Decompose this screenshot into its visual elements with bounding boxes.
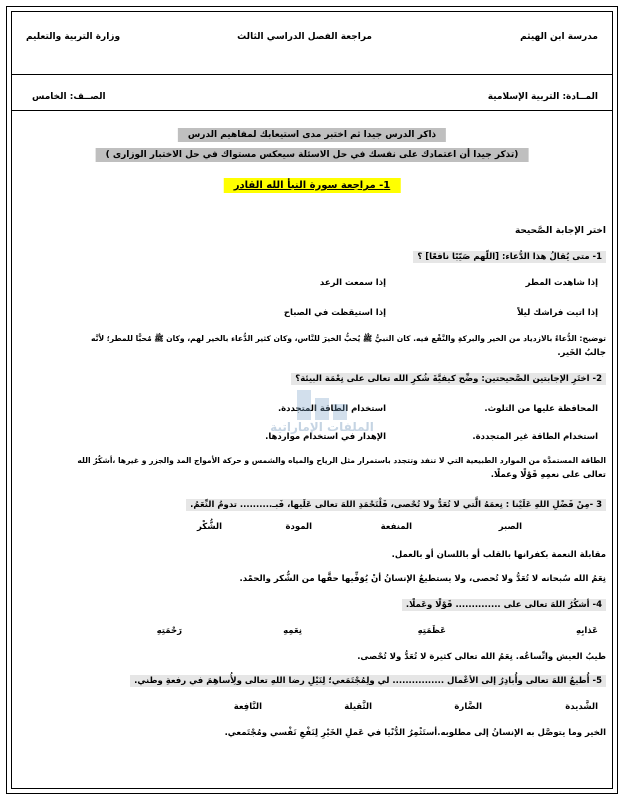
q3-option-d[interactable]: الشُّكْر — [197, 522, 222, 532]
question-5: 5- أُطيعُ اللهَ تعالى وأُبادِرُ إلى الأعْمال ................ لي ولِمُجْتَمَعي؛ لِنَيْلِ رضا اللهِ تعالى ولِأُساهِمَ في رفعةِ وطني. — [18, 676, 606, 686]
q2-explanation: الطاقة المستمدَّة من الموارد الطبيعية التي لا تنفد وتتجدد باستمرار مثل الرياح والمياه والشمس و حركة الأمواج المد والجزر و غيرها ،أشكُرُ الله تعالى على نعمِهِ قَوْلًا وعملًا. — [77, 456, 606, 480]
q5-option-c[interactable]: الثَّقيلة — [344, 702, 372, 712]
q5-option-d[interactable]: النَّافِعة — [233, 702, 262, 712]
question-4: 4- أشكُرُ اللهَ تعالى على .............. قَوْلًا وعَملًا. — [18, 600, 606, 610]
q3-explanation-2: نِعَمُ الله سُبحانه لا تُعَدُّ ولا تُحصى، ولا يستطيعُ الإنسانُ أنْ يُوَفِّيها حقَّها من الشُّكر والحمْد. — [239, 574, 606, 584]
q1-explanation: توضيح: الدُّعاءُ بالازدياد من الخير والبركةِ والنَّفْع فيه. كان النبيُّ ﷺ يُحبُّ الخيرَ للنَّاس، وكان كثير الدُّعاء بالخير لهم، وكان ﷺ مُحبًّا للمطر؛ لأنَّه جالبُ الخَير. — [91, 334, 606, 358]
school-name: مدرسة ابن الهيثم — [520, 32, 598, 42]
q2-option-a[interactable]: المحافظة عليها من التلوث. — [484, 404, 598, 414]
question-1: 1- متى يُقالُ هذا الدُّعاء: [اللّهم صَيّبًا نافعًا] ؟ — [18, 252, 606, 262]
worksheet-page — [6, 6, 618, 794]
q1-option-c[interactable]: إذا اتيت فراشك ليلاً — [517, 308, 598, 318]
ministry-name: وزارة التربية والتعليم — [26, 32, 121, 42]
review-title: مراجعة الفصل الدراسي الثالث — [237, 32, 372, 42]
watermark-block-1 — [297, 390, 311, 420]
question-2: 2- اختَرِ الإجابتين الصَّحيحتين: وضِّح كيفيَّةَ شُكرِ الله تعالى على نِعْمَة البيئة؟ — [18, 374, 606, 384]
grade-label: الصــف: الخامس — [32, 92, 106, 102]
instructions-line-1: ذاكر الدرس جيدا ثم اختبر مدى استيعابك لمفاهيم الدرس — [178, 130, 446, 140]
question-3: 3 -مِنْ فَضْلِ اللهِ عَلَيْنا : نِعمَهُ الَّتي لا تُعَدُّ ولا تُحْصى، فَلْنَحْمَدِ اللهَ تعالى عَلَيها، فَبـ.......... تدومُ النِّعَمُ. — [18, 500, 606, 510]
q3-explanation-1: مقابلة النعمة بكفرانها بالقلب أو باللسان أو بالعمل. — [391, 550, 606, 560]
q2-option-b[interactable]: استخدام الطاقة المتجددة. — [277, 404, 386, 414]
q1-option-b[interactable]: إذا سمعت الرعد — [319, 278, 386, 288]
worksheet-frame — [11, 11, 613, 789]
q3-option-c[interactable]: المودة — [285, 522, 312, 532]
section-title: 1- مراجعة سورة النبأ الله القادر — [224, 180, 401, 191]
q2-option-d[interactable]: الإهدار في استخدام مواردها. — [265, 432, 386, 442]
q1-option-a[interactable]: إذا شاهدت المطر — [525, 278, 598, 288]
watermark-logo — [267, 390, 377, 440]
subject-label: المــادة: التربية الإسلامية — [487, 92, 598, 102]
q4-option-c[interactable]: نِعَمِهِ — [283, 626, 302, 636]
q4-option-a[interactable]: عَذابِهِ — [576, 626, 598, 636]
q2-option-c[interactable]: استخدام الطاقة غير المتجددة. — [472, 432, 598, 442]
instructions-line-2: (تذكر جيدا أن اعتمادك على نفسك في حل الاسئلة سيعكس مستواك في حل الاختبار الوزارى ) — [96, 150, 529, 160]
q5-explanation: الخير وما يتوصَّل به الإنسانُ إلى مطلوبه.أستَثْمِرُ الدُّنْيا في عَملِ الخَيْرِ لِنَفْعِ نَفْسي ومُجْتَمعي. — [224, 728, 606, 738]
watermark-block-3 — [333, 404, 347, 420]
header-divider-top — [12, 74, 612, 75]
watermark-block-2 — [315, 398, 329, 420]
q4-explanation: طيبُ العيش واتِّساعُه. نِعَمُ الله تعالى كثيرة لا تُعَدُّ ولا تُحْصى. — [357, 652, 606, 662]
watermark-text: الملفات الإماراتية — [270, 420, 374, 434]
q5-option-b[interactable]: الضَّارة — [454, 702, 482, 712]
q3-option-a[interactable]: الصبر — [498, 522, 522, 532]
choose-label: اختر الإجابة الصَّحيحة — [514, 226, 606, 236]
q3-option-b[interactable]: المنفعة — [380, 522, 412, 532]
q1-option-d[interactable]: إذا استيقظت في الصباح — [283, 308, 386, 318]
q5-option-a[interactable]: الشَّديدة — [565, 702, 598, 712]
header-divider-bottom — [12, 110, 612, 111]
q4-option-b[interactable]: عَظَمَتِهِ — [417, 626, 446, 636]
q4-option-d[interactable]: رَحْمَتِهِ — [156, 626, 182, 636]
